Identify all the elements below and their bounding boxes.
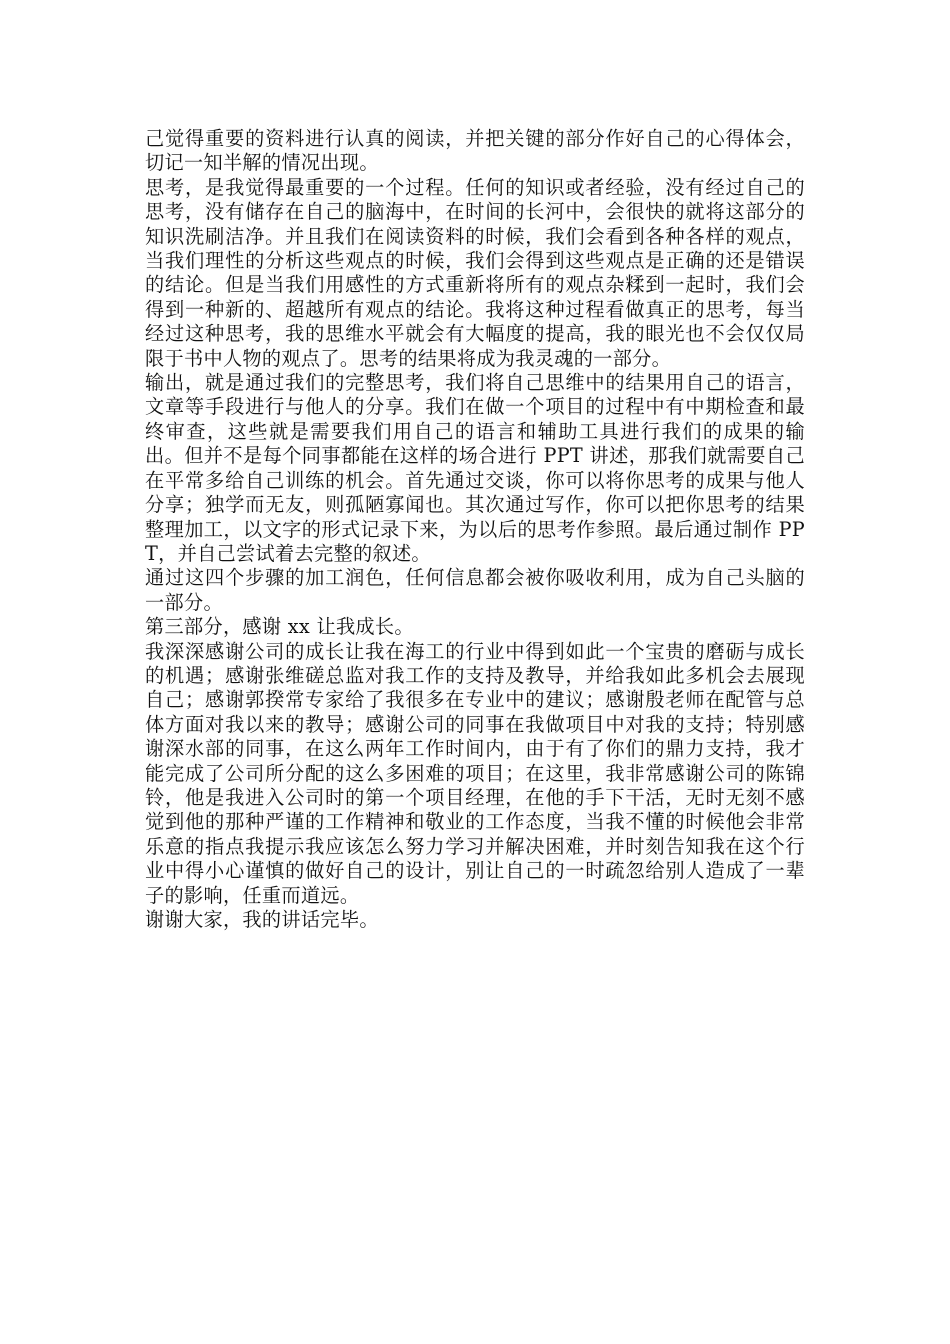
paragraph-output: 输出，就是通过我们的完整思考，我们将自己思维中的结果用自己的语言，文章等手段进行与他人的分享。我们在做一个项目的过程中有中期检查和最终审查，这些就是需要我们用自己的语言和辅助工具进行我们的成果的输出。但并不是每个同事都能在这样的场合进行 PPT 讲述，那我们就需要自己在平常多给自己训练的机会。首先通过交谈，你可以将你思考的成果与他人分享；独学而无友，则孤陋寡闻也。其次通过写作，你可以把你思考的结果整理加工，以文字的形式记录下来，为以后的思考作参照。最后通过制作 PPT，并自己尝试着去完整的叙述。 bbox=[145, 371, 805, 565]
paragraph-four-steps: 通过这四个步骤的加工润色，任何信息都会被你吸收利用，成为自己头脑的一部分。 bbox=[145, 566, 805, 614]
paragraph-thinking: 思考，是我觉得最重要的一个过程。任何的知识或者经验，没有经过自己的思考，没有储存在自己的脑海中，在时间的长河中，会很快的就将这部分的知识洗刷洁净。并且我们在阅读资料的时候，我们会看到各种各样的观点，当我们理性的分析这些观点的时候，我们会得到这些观点是正确的还是错误的结论。但是当我们用感性的方式重新将所有的观点杂糅到一起时，我们会得到一种新的、超越所有观点的结论。我将这种过程看做真正的思考，每当经过这种思考，我的思维水平就会有大幅度的提高，我的眼光也不会仅仅局限于书中人物的观点了。思考的结果将成为我灵魂的一部分。 bbox=[145, 175, 805, 370]
paragraph-closing: 谢谢大家，我的讲话完毕。 bbox=[145, 908, 379, 931]
section-heading-part-three: 第三部分，感谢 xx 让我成长。 bbox=[145, 615, 414, 639]
paragraph-reading-continuation: 己觉得重要的资料进行认真的阅读，并把关键的部分作好自己的心得体会，切记一知半解的情况出现。 bbox=[145, 127, 805, 175]
paragraph-thanks: 我深深感谢公司的成长让我在海工的行业中得到如此一个宝贵的磨砺与成长的机遇；感谢张维磋总监对我工作的支持及教导，并给我如此多机会去展现自己；感谢郭揆常专家给了我很多在专业中的建议；感谢殷老师在配管与总体方面对我以来的教导；感谢公司的同事在我做项目中对我的支持；特别感谢深水部的同事，在这么两年工作时间内，由于有了你们的鼎力支持，我才能完成了公司所分配的这么多困难的项目；在这里，我非常感谢公司的陈锦铃，他是我进入公司时的第一个项目经理，在他的手下干活，无时无刻不感觉到他的那种严谨的工作精神和敬业的工作态度，当我不懂的时候他会非常乐意的指点我提示我应该怎么努力学习并解决困难，并时刻告知我在这个行业中得小心谨慎的做好自己的设计，别让自己的一时疏忽给别人造成了一辈子的影响，任重而道远。 bbox=[145, 639, 805, 907]
document-body bbox=[145, 127, 805, 932]
